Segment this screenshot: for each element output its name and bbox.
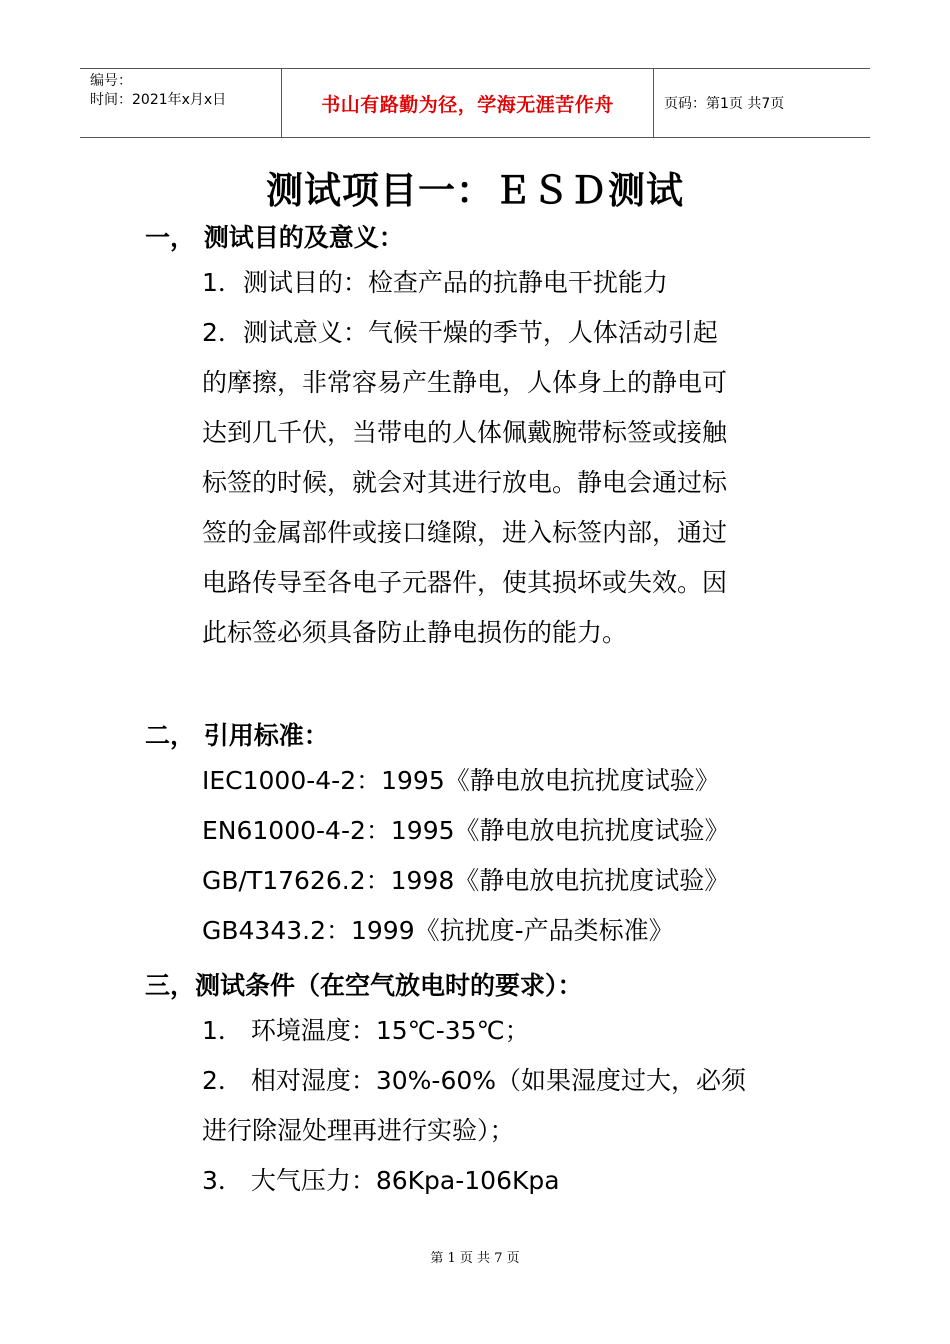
header-page-cell: [654, 69, 870, 137]
section-3-item-2-line: 进行除湿处理再进行实验）；: [202, 1116, 515, 1145]
page-header: [80, 68, 870, 138]
section-1-item-2-line: 此标签必须具备防止静电损伤的能力。: [202, 618, 628, 647]
section-1-item-2-line: 标签的时候，就会对其进行放电。静电会通过标: [202, 468, 728, 497]
section-3-body: [202, 1006, 817, 1206]
standard-item: EN61000-4-2：1995《静电放电抗扰度试验》: [202, 816, 730, 845]
document-title: 测试项目一：ＥＳＤ测试: [266, 169, 684, 212]
section-3-item-1: 1． 环境温度：15℃-35℃；: [202, 1016, 530, 1045]
header-motto-cell: [282, 69, 654, 137]
section-3-item-3: 3． 大气压力：86Kpa-106Kpa: [202, 1166, 560, 1195]
section-1-body: [202, 258, 817, 658]
section-1-item-2-line: 签的金属部件或接口缝隙，进入标签内部，通过: [202, 518, 728, 547]
section-2-body: [202, 756, 817, 956]
standard-item: IEC1000-4-2：1995《静电放电抗扰度试验》: [202, 766, 720, 795]
section-1-heading: 一， 测试目的及意义：: [145, 223, 404, 252]
document-time-label: 时间：2021年x月x日: [90, 92, 227, 108]
document-number-label: 编号：: [90, 73, 132, 89]
section-3-heading: 三，测试条件（在空气放电时的要求）：: [145, 971, 583, 1000]
section-1-item-2-line: 的摩擦，非常容易产生静电，人体身上的静电可: [202, 368, 728, 397]
section-1-item-1: 1．测试目的：检查产品的抗静电干扰能力: [202, 268, 668, 297]
header-meta-cell: [80, 69, 282, 137]
section-1-item-2-line: 2．测试意义：气候干燥的季节，人体活动引起: [202, 318, 718, 347]
section-2-heading: 二， 引用标准：: [145, 721, 329, 750]
header-motto: 书山有路勤为径，学海无涯苦作舟: [321, 93, 614, 116]
standard-item: GB/T17626.2：1998《静电放电抗扰度试验》: [202, 866, 730, 895]
standard-item: GB4343.2：1999《抗扰度-产品类标准》: [202, 916, 674, 945]
section-3-item-2-line: 2． 相对湿度：30%-60%（如果湿度过大，必须: [202, 1066, 747, 1095]
section-1-item-2-line: 电路传导至各电子元器件，使其损坏或失效。因: [202, 568, 728, 597]
page-footer: 第 1 页 共 7 页: [430, 1251, 520, 1266]
header-page-info: 页码：第1页 共7页: [664, 96, 785, 112]
section-1-item-2-line: 达到几千伏，当带电的人体佩戴腕带标签或接触: [202, 418, 728, 447]
